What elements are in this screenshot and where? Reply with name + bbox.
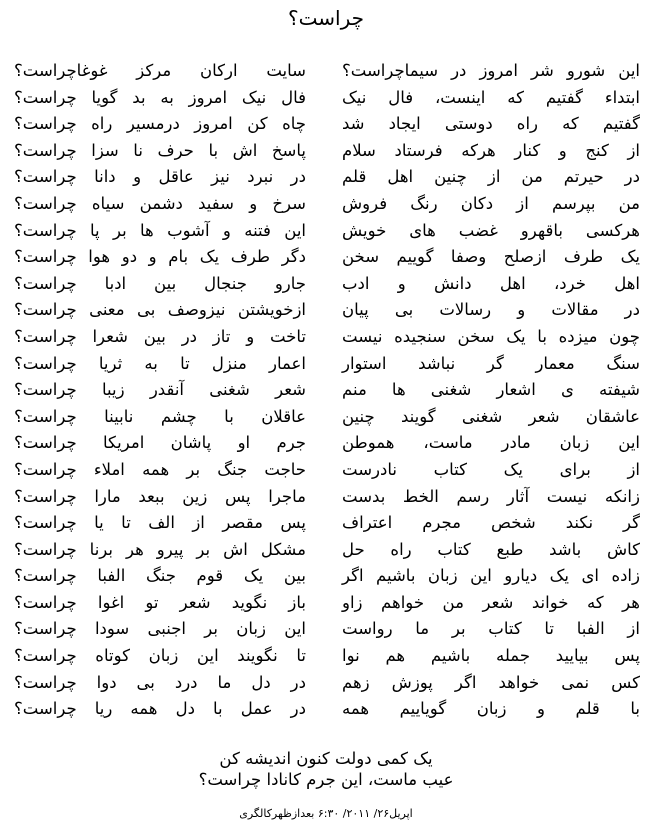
first-hemistich: شیفته ی اشعار شغنی ها منم [342, 380, 640, 400]
second-hemistich: فال نیک امروز به بد گویا چراست؟ [14, 87, 306, 107]
closing-couplet [0, 748, 652, 790]
couplet-row [0, 58, 652, 85]
second-hemistich: سرخ و سفید دشمن سیاه چراست؟ [14, 193, 306, 213]
first-hemistich: گر نکند شخص مجرم اعتراف [342, 513, 640, 533]
first-hemistich: کاش باشد طبع کتاب راه حل [342, 539, 640, 559]
couplet-row [0, 244, 652, 271]
first-hemistich: سنگ معمار گر نباشد استوار [342, 353, 640, 373]
second-hemistich: این زبان بر اجنبی سودا چراست؟ [14, 619, 306, 639]
first-hemistich: اهل خرد، اهل دانش و ادب [342, 273, 640, 293]
couplet-row [0, 484, 652, 511]
first-hemistich: در مقالات و رسالات بی پیان [342, 300, 640, 320]
second-hemistich: ازخویشتن نیزوصف بی معنی چراست؟ [14, 300, 306, 320]
couplet-row [0, 191, 652, 218]
second-hemistich: اعمار منزل تا به ثریا چراست؟ [14, 353, 306, 373]
couplet-row [0, 377, 652, 404]
first-hemistich: هر که خواند شعر من خواهم زاو [342, 592, 640, 612]
second-hemistich: در دل ما درد بی دوا چراست؟ [14, 672, 306, 692]
first-hemistich: با قلم و زبان گویاییم همه [342, 699, 640, 719]
first-hemistich: من بپرسم از دکان رنگ فروش [342, 193, 640, 213]
first-hemistich: این شورو شر امروز در سیماچراست؟ [342, 61, 640, 80]
couplet-row [0, 138, 652, 165]
closing-line-1: یک کمی دولت کنون اندیشه کن [219, 749, 433, 768]
date-signature: اپریل۲۶/ ۲۰۱۱/ ۶:۳۰ بعدازظهرکالگری [239, 807, 413, 820]
first-hemistich: هرکسی باقهرو غضب های خویش [342, 220, 640, 240]
couplet-row [0, 351, 652, 378]
couplet-row [0, 563, 652, 590]
couplet-row [0, 404, 652, 431]
first-hemistich: گفتیم که راه دوستی ایجاد شد [342, 114, 640, 134]
couplet-row [0, 324, 652, 351]
poem-title: چراست؟ [288, 6, 364, 30]
second-hemistich: چاه کن امروز درمسیر راه چراست؟ [14, 114, 306, 134]
couplet-row [0, 271, 652, 298]
couplet-row [0, 111, 652, 138]
couplet-row [0, 590, 652, 617]
first-hemistich: این زبان مادر ماست، هموطن [342, 433, 640, 453]
couplet-row [0, 430, 652, 457]
first-hemistich: یک طرف ازصلح وصفا گوییم سخن [342, 247, 640, 267]
second-hemistich: در عمل با دل همه ریا چراست؟ [14, 699, 306, 719]
second-hemistich: باز نگوید شعر تو اغوا چراست؟ [14, 592, 306, 612]
second-hemistich: عاقلان با چشم نابینا چراست؟ [14, 406, 306, 426]
couplet-list [0, 58, 652, 723]
second-hemistich: ماجرا پس زین ببعد مارا چراست؟ [14, 486, 306, 506]
second-hemistich: در نبرد نیز عاقل و دانا چراست؟ [14, 167, 306, 187]
second-hemistich: مشکل اش بر پیرو هر برنا چراست؟ [14, 539, 306, 559]
second-hemistich: شعر شغنی آنقدر زیبا چراست؟ [14, 380, 306, 400]
couplet-row [0, 643, 652, 670]
second-hemistich: جارو جنجال بین ادبا چراست؟ [14, 273, 306, 293]
couplet-row [0, 457, 652, 484]
second-hemistich: سایت ارکان مرکز غوغاچراست؟ [14, 61, 306, 80]
closing-line-2: عیب ماست، این جرم کانادا چراست؟ [198, 770, 454, 789]
couplet-row [0, 297, 652, 324]
second-hemistich: تا نگویند این زبان کوتاه چراست؟ [14, 646, 306, 666]
second-hemistich: پاسخ اش با حرف نا سزا چراست؟ [14, 140, 306, 160]
first-hemistich: زانکه نیست آثار رسم الخط بدست [342, 486, 640, 506]
first-hemistich: در حیرتم من از چنین اهل قلم [342, 167, 640, 187]
first-hemistich: عاشقان شعر شغنی گویند چنین [342, 406, 640, 426]
second-hemistich: پس مقصر از الف تا یا چراست؟ [14, 513, 306, 533]
first-hemistich: از الفبا تا کتاب بر ما رواست [342, 619, 640, 639]
first-hemistich: از برای یک کتاب نادرست [342, 459, 640, 479]
first-hemistich: زاده ای یک دیارو این زبان باشیم اگر [342, 566, 640, 586]
couplet-row [0, 670, 652, 697]
first-hemistich: پس بیایید جمله باشیم هم نوا [342, 646, 640, 666]
couplet-row [0, 696, 652, 723]
second-hemistich: جرم او پاشان امریکا چراست؟ [14, 433, 306, 453]
first-hemistich: از کنج و کنار هرکه فرستاد سلام [342, 140, 640, 160]
first-hemistich: کس نمی خواهد اگر پوزش زهم [342, 672, 640, 692]
couplet-row [0, 510, 652, 537]
second-hemistich: تاخت و تاز در بین شعرا چراست؟ [14, 326, 306, 346]
couplet-row [0, 218, 652, 245]
first-hemistich: چون میزده با یک سخن سنجیده نیست [342, 326, 640, 346]
couplet-row [0, 164, 652, 191]
second-hemistich: این فتنه و آشوب ها بر پا چراست؟ [14, 220, 306, 240]
couplet-row [0, 85, 652, 112]
second-hemistich: حاجت جنگ بر همه املاء چراست؟ [14, 459, 306, 479]
second-hemistich: دگر طرف یک بام و دو هوا چراست؟ [14, 247, 306, 267]
first-hemistich: ابتداء گفتیم که اینست، فال نیک [342, 87, 640, 107]
second-hemistich: بین یک قوم جنگ الفبا چراست؟ [14, 566, 306, 586]
couplet-row [0, 616, 652, 643]
couplet-row [0, 537, 652, 564]
